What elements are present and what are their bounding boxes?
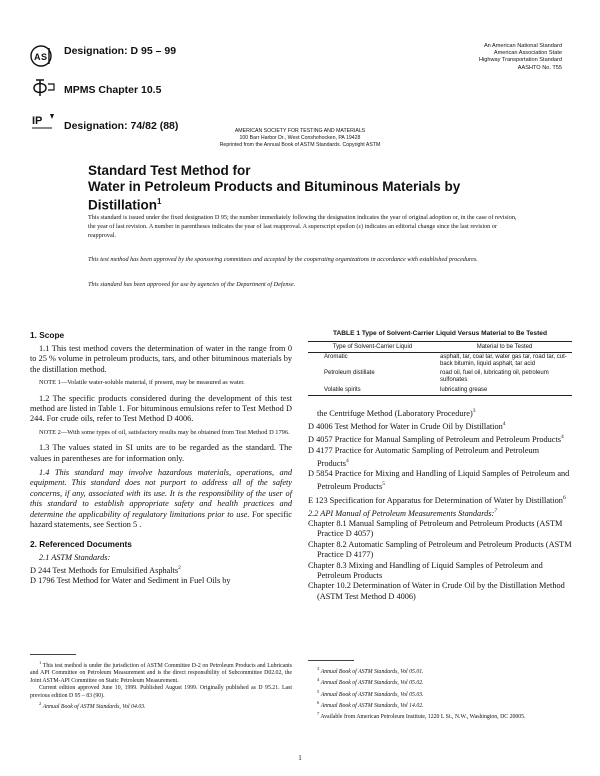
footnote-text: Annual Book of ASTM Standards, Vol 14.02. [320,702,424,709]
table-cell: Volatile spirits [308,386,437,396]
footnote-text: Available from American Petroleum Institute, 1220 L St., N.W., Washington, DC 20005. [320,714,526,721]
affiliation-line: Highway Transportation Standard [478,57,562,64]
footnote [30,659,292,685]
footnote-marker: 7 [494,507,498,514]
footnote-marker: 3 [317,666,320,671]
table-caption: TABLE 1 Type of Solvent-Carrier Liquid Versus Material to Be Tested [333,330,547,337]
reference-item [30,563,292,576]
svg-text:IP: IP [32,115,43,127]
footnote-marker: 4 [346,457,349,464]
footnote-marker: 6 [562,494,566,501]
dod-approval-note: This standard has been approved for use by agencies of the Department of Defense. [88,281,296,288]
affiliation-line: American Association State [493,50,562,57]
footnote-marker: 5 [317,688,320,694]
approval-note: This test method has been approved by the sponsoring committees and accepted by the cooperating organizations in accordance with established procedures. [88,256,478,263]
footnote-marker: 6 [317,699,320,705]
society-block [0,128,600,149]
note-1: NOTE 1—Volatile water-soluble material, if present, may be measured as water. [39,379,245,387]
reference-list [308,406,572,602]
footnote-text: Annual Book of ASTM Standards, Vol 04.03. [42,703,146,710]
footnote [308,710,572,721]
table-cell: asphalt, tar, coal tar, water gas tar, road tar, cut-back bitumin, liquid asphalt, tar acid [440,353,567,367]
footnote-marker: 4 [502,421,506,428]
hazard-reference: For specific hazard statements, see Section 5 . [30,509,292,530]
safety-statement: 1.4 This standard may involve hazardous materials, operations, and equipment. This standard does not purport to address all of the safety concerns, if any, associated with its use. It is the responsibility of the user of this standard to establish appropriate safety and health practices and determine the applicability of regulatory limitations prior to use. [30,468,292,519]
footnote: Current edition approved June 10, 1999. Published August 1999. Originally published as D 95.21. Last previous edition D 95 – 83 (90). [30,685,292,699]
reference-item [308,406,572,419]
reference-text: D 4006 Test Method for Water in Crude Oil by Distillation [308,421,503,431]
society-address: 100 Barr Harbor Dr., West Conshohocken, PA 19428 [239,135,361,141]
subsection-label: 2.1 ASTM Standards: [39,552,111,562]
table-row [308,386,572,396]
reference-item [308,432,572,445]
reference-text: 2.2 API Manual of Petroleum Measurements Standards: [308,508,495,518]
api-logo-icon [30,76,58,100]
footnote-marker: 1 [39,660,42,665]
right-column [308,330,572,602]
footnote [30,700,292,711]
svg-text:A: A [34,52,41,62]
table-header: Material to be Tested [437,341,572,352]
footnote-marker: 4 [561,434,564,441]
designation-ip: Designation: 74/82 (88) [64,120,179,132]
title-line [88,194,548,213]
title-line: Standard Test Method for [88,163,251,178]
mpms-chapter: MPMS Chapter 10.5 [64,84,162,96]
footnotes-right [308,660,572,722]
reference-item [308,469,572,493]
table-cell: road oil, fuel oil, lubricating oil, petroleum sulfonates [440,370,549,384]
title-text: Distillation [88,197,158,213]
footnote-marker: 5 [382,481,385,488]
reference-item: Chapter 10.2 Determination of Water in Crude Oil by the Distillation Method (ASTM Test Method D 4006) [308,581,565,601]
society-reprint: Reprinted from the Annual Book of ASTM Standards. Copyright ASTM [219,142,381,148]
reference-text: E 123 Specification for Apparatus for Determination of Water by Distillation [308,495,563,505]
issuance-note: This standard is issued under the fixed designation D 95; the number immediately following the designation indicates the year of original adoption or, in the case of revision, the year of last revision. A number in parentheses indicates the year of last reapproval. A superscript epsilon (ε) indicates an editorial change since the last revision or reapproval. [88,214,517,239]
reference-text: D 244 Test Methods for Emulsified Asphalts [30,565,179,575]
document-title [88,163,548,213]
reference-item: Chapter 8.2 Automatic Sampling of Petroleum and Petroleum Products (ASTM Practice D 4177) [308,539,572,560]
footnote-marker: 3 [472,407,476,414]
footnote [308,676,572,687]
paragraph-1-2: 1.2 The specific products considered during the development of this test method are listed in Table 1. For bituminous emulsions refer to Test Method D 244. For crude oils, refer to Test Method D 4006. [30,393,292,424]
svg-text:S: S [41,52,48,62]
footnote-marker: 7 [317,711,320,717]
reference-item: D 1796 Test Method for Water and Sediment in Fuel Oils by [30,576,231,586]
footnote-marker: 2 [178,564,181,571]
footnote-text: This test method is under the jurisdiction of ASTM Committee D-2 on Petroleum Products and Lubricants and API Committee on Petroleum Measurement and is the direct responsibility of Subcommittee D02.02, the Joint ASTM-API Committee on Static Petroleum Measurement. [30,662,292,684]
footnote [308,688,572,699]
standard-affiliations [372,43,562,72]
reference-text: D 5854 Practice for Mixing and Handling of Liquid Samples of Petroleum and Petroleum Products [308,469,570,492]
designation-primary: Designation: D 95 – 99 [64,45,177,57]
paragraph-1-3: 1.3 The values stated in SI units are to be regarded as the standard. The values in parentheses are for information only. [30,443,292,463]
footnote-rule [30,654,76,655]
footnote [308,699,572,710]
solvent-table [308,341,572,396]
section-heading: 2. Referenced Documents [30,538,132,549]
reference-item [308,419,572,432]
note-2: NOTE 2—With some types of oil, satisfactory results may be obtained from Test Method D 1796. [39,428,290,436]
footnote-text: Annual Book of ASTM Standards, Vol 05.02. [320,680,424,687]
subsection-label [308,506,572,519]
table-cell: Petroleum distillate [324,370,375,377]
reference-item: Chapter 8.3 Mixing and Handling of Liquid Samples of Petroleum and Petroleum Products [308,560,543,581]
footnote-text: Annual Book of ASTM Standards, Vol 05.01. [320,668,424,675]
page-number: 1 [298,754,302,762]
footnote-text: Annual Book of ASTM Standards, Vol 05.03. [320,691,424,698]
reference-text: D 4057 Practice for Manual Sampling of Petroleum and Petroleum Products [308,435,562,445]
footnote [308,665,572,676]
reference-item [308,446,572,470]
reference-text: D 4177 Practice for Automatic Sampling of Petroleum and Petroleum Products [308,445,540,468]
society-name: AMERICAN SOCIETY FOR TESTING AND MATERIALS [234,128,366,134]
footnote-marker: 4 [317,677,320,683]
footnotes-left [30,654,292,711]
table-cell: lubricating grease [437,386,572,396]
affiliation-line: An American National Standard [483,43,562,49]
table-cell: Aromatic [324,353,348,360]
table-header: Type of Solvent-Carrier Liquid [308,341,437,352]
footnote-rule [308,660,354,661]
title-line: Water in Petroleum Products and Bituminous Materials by [88,178,461,194]
reference-text: the Centrifuge Method (Laboratory Procedure) [317,408,473,418]
table-row [308,352,572,369]
astm-logo-icon [30,44,58,68]
reference-item [308,493,572,506]
reference-item: Chapter 8.1 Manual Sampling of Petroleum and Petroleum Products (ASTM Practice D 4057) [308,519,563,539]
table-row [308,369,572,386]
paragraph-1-1: 1.1 This test method covers the determination of water in the range from 0 to 25 % volume in petroleum products, tars, and other bituminous materials by the distillation method. [30,344,292,374]
left-column [30,330,292,586]
paragraph-1-4 [30,468,292,530]
footnote-marker: 1 [157,197,162,206]
affiliation-line: AASHTO No. T55 [517,64,562,71]
footnote-marker: 2 [39,700,42,706]
section-heading: 1. Scope [30,330,65,340]
